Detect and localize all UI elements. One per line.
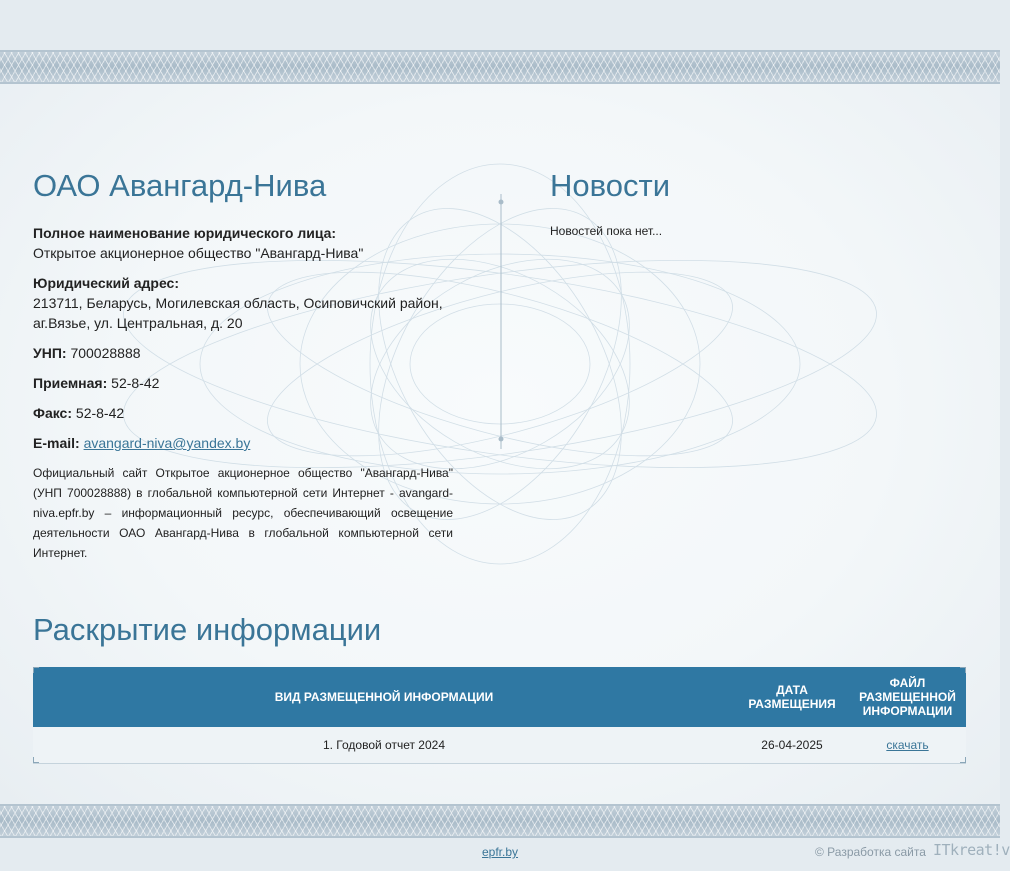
address-value: 213711, Беларусь, Могилевская область, Осиповичский район, аг.Вязье, ул. Центральная, д. 20: [33, 295, 443, 331]
reception-value: 52-8-42: [111, 375, 160, 391]
email-field: [33, 433, 453, 453]
company-title: ОАО Авангард-Нива: [33, 168, 327, 203]
reception-label: Приемная:: [33, 375, 108, 391]
news-empty-message: Новостей пока нет...: [550, 224, 663, 238]
footer-pattern-band: [0, 804, 1000, 838]
news-title: Новости: [550, 168, 671, 203]
full-name-field: [33, 223, 453, 263]
developer-credit: © Разработка сайта: [815, 845, 926, 859]
address-label: Юридический адрес:: [33, 275, 179, 291]
header-file: ФАЙЛ РАЗМЕЩЕННОЙ ИНФОРМАЦИИ: [849, 667, 966, 727]
reception-field: [33, 373, 453, 393]
table-row: [33, 727, 966, 763]
table-corner-decoration: [960, 757, 966, 763]
header-date: ДАТА РАЗМЕЩЕНИЯ: [735, 667, 849, 727]
table-corner-decoration: [960, 667, 966, 673]
disclosure-table: [33, 667, 966, 764]
row-kind: 1. Годовой отчет 2024: [33, 727, 735, 763]
table-header-row: [33, 667, 966, 727]
epfr-link[interactable]: epfr.by: [482, 845, 519, 859]
header-kind: ВИД РАЗМЕЩЕННОЙ ИНФОРМАЦИИ: [33, 667, 735, 727]
top-strip: [0, 0, 1000, 50]
email-label: E-mail:: [33, 435, 80, 451]
fax-label: Факс:: [33, 405, 73, 421]
fax-value: 52-8-42: [75, 405, 125, 421]
developer-logo[interactable]: ITkreat!v: [933, 841, 1010, 859]
table-corner-decoration: [33, 667, 39, 673]
table-corner-decoration: [33, 757, 39, 763]
site-description: Официальный сайт Открытое акционерное общество "Авангард-Нива" (УНП 700028888) в глобальной компьютерной сети Интернет - avangard-niva.epfr.by – информационный ресурс, обеспечивающий освещение деятельности ОАО Авангард-Нива в глобальной компьютерной сети Интернет.: [33, 466, 453, 560]
unp-value: 700028888: [70, 345, 141, 361]
full-name-value: Открытое акционерное общество "Авангард-Нива": [33, 245, 364, 261]
download-link[interactable]: скачать: [886, 737, 929, 752]
disclosure-title: Раскрытие информации: [33, 612, 382, 647]
row-file-cell: [849, 727, 966, 763]
address-field: [33, 273, 453, 333]
email-link[interactable]: avangard-niva@yandex.by: [83, 435, 251, 451]
company-info-column: [33, 84, 453, 563]
header-pattern-band: [0, 50, 1000, 84]
row-date: 26-04-2025: [735, 727, 849, 763]
full-name-label: Полное наименование юридического лица:: [33, 225, 337, 241]
news-column: [550, 84, 970, 238]
unp-label: УНП:: [33, 345, 67, 361]
unp-field: [33, 343, 453, 363]
fax-field: [33, 403, 453, 423]
